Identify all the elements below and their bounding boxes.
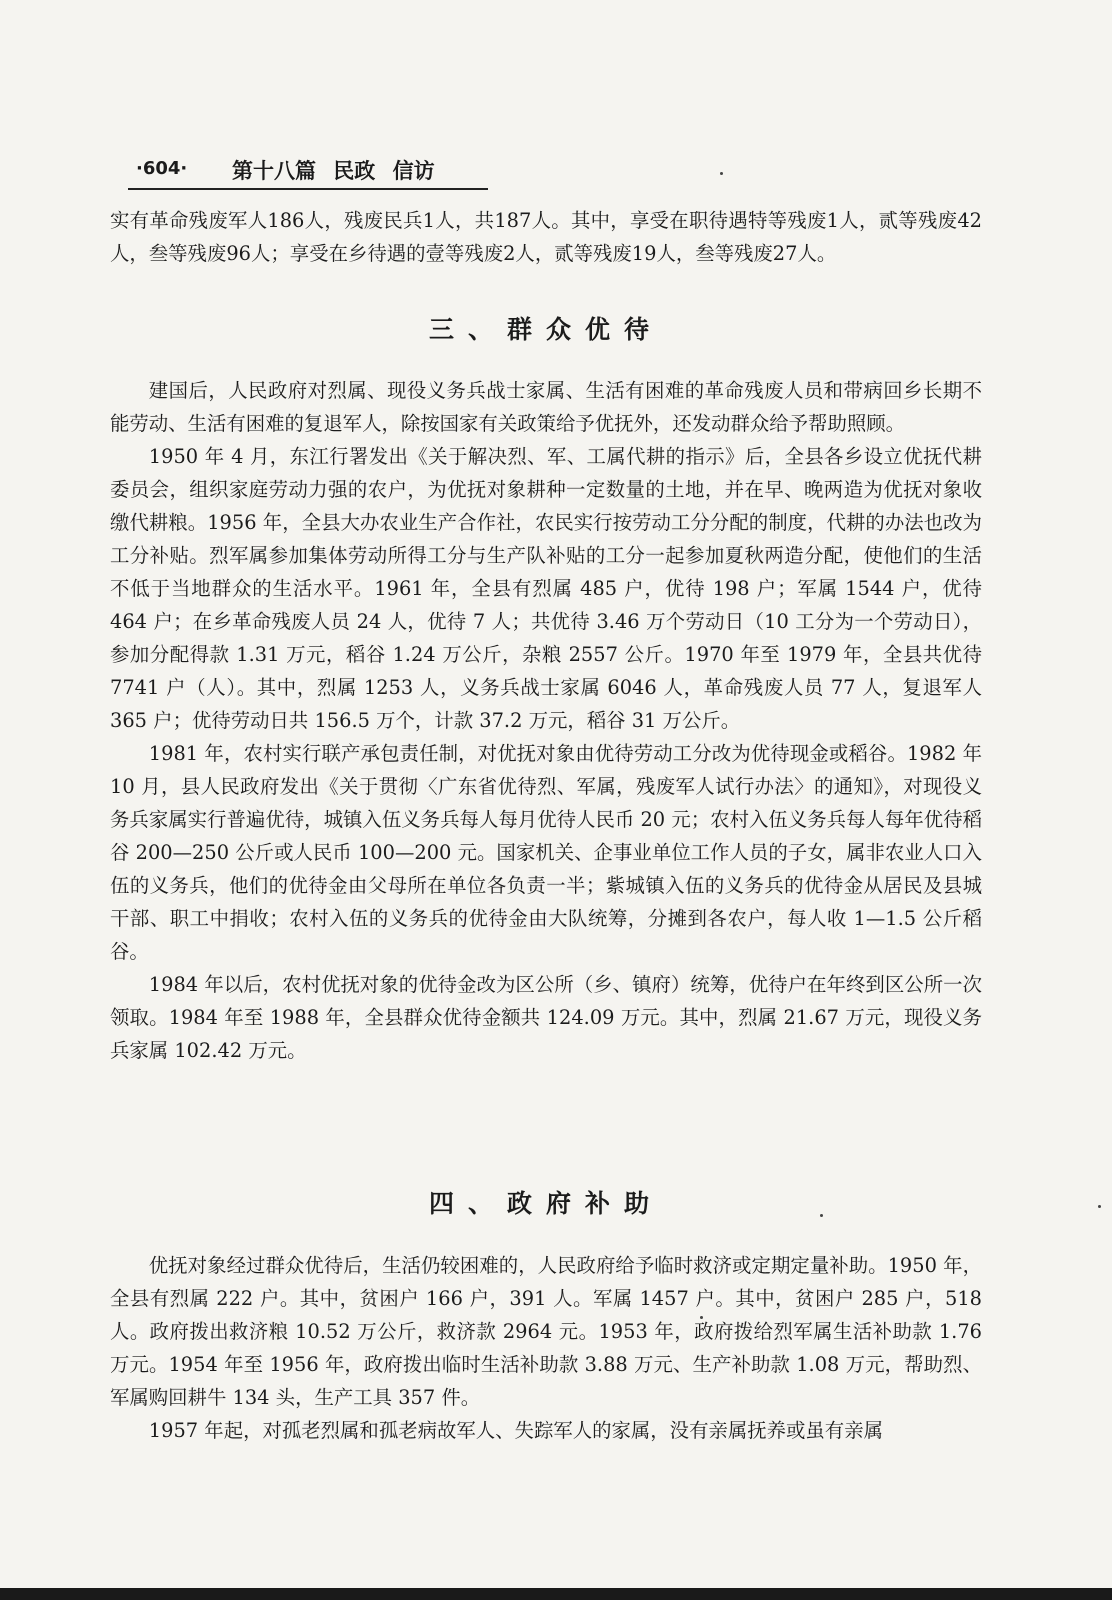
paragraph: 1957 年起，对孤老烈属和孤老病故军人、失踪军人的家属，没有亲属抚养或虽有亲属 [148,1419,883,1442]
scan-bottom-edge [0,1588,1112,1600]
scan-speck [700,1316,703,1319]
intro-paragraph: 实有革命残废军人186人，残废民兵1人，共187人。其中，享受在职待遇特等残废1人，贰等残废42人，叁等残废96人；享受在乡待遇的壹等残废2人，贰等残废19人，叁等残废27人。 [110,209,982,265]
section-title-qunzhong-youdai: 三、群众优待 [428,315,663,344]
section-title-zhengfu-buzhu: 四、政府补助 [428,1189,663,1218]
paragraph: 建国后，人民政府对烈属、现役义务兵战士家属、生活有困难的革命残废人员和带病回乡长期不能劳动、生活有困难的复退军人，除按国家有关政策给予优抚外，还发动群众给予帮助照顾。 [110,379,982,435]
paragraph: 优抚对象经过群众优待后，生活仍较困难的，人民政府给予临时救济或定期定量补助。1950 年，全县有烈属 222 户。其中，贫困户 166 户，391 人。军属 1457 户。其中，贫困户 285 户，518 人。政府拨出救济粮 10.52 万公斤，救济款 2964 元。1953 年，政府拨给烈军属生活补助款 1.76 万元。1954 年至 1956 年，政府拨出临时生活补助款 3.88 万元、生产补助款 1.08 万元，帮助烈、军属购回耕牛 134 头，生产工具 357 件。 [110,1254,982,1409]
paragraph: 1950 年 4 月，东江行署发出《关于解决烈、军、工属代耕的指示》后，全县各乡设立优抚代耕委员会，组织家庭劳动力强的农户，为优抚对象耕种一定数量的土地，并在早、晚两造为优抚对象收缴代耕粮。1956 年，全县大办农业生产合作社，农民实行按劳动工分分配的制度，代耕的办法也改为工分补贴。烈军属参加集体劳动所得工分与生产队补贴的工分一起参加夏秋两造分配，使他们的生活不低于当地群众的生活水平。1961 年，全县有烈属 485 户，优待 198 户；军属 1544 户，优待 464 户；在乡革命残废人员 24 人，优待 7 人；共优待 3.46 万个劳动日（10 工分为一个劳动日），参加分配得款 1.31 万元，稻谷 1.24 万公斤，杂粮 2557 公斤。1970 年至 1979 年，全县共优待 7741 户（人）。其中，烈属 1253 人，义务兵战士家属 6046 人，革命残废人员 77 人，复退军人 365 户；优待劳动日共 156.5 万个，计款 37.2 万元，稻谷 31 万公斤。 [110,445,982,732]
paragraph: 1984 年以后，农村优抚对象的优待金改为区公所（乡、镇府）统筹，优待户在年终到区公所一次领取。1984 年至 1988 年，全县群众优待金额共 124.09 万元。其中，烈属 21.67 万元，现役义务兵家属 102.42 万元。 [110,973,982,1062]
scan-speck [1098,1205,1101,1208]
section-body-qunzhong-youdai [110,374,982,1067]
page-number: ·604· [136,158,188,179]
intro-paragraph-block [110,204,982,270]
scan-speck [720,172,723,175]
page-header [128,154,488,190]
section-body-zhengfu-buzhu [110,1249,982,1447]
scan-speck [820,1214,823,1217]
paragraph: 1981 年，农村实行联产承包责任制，对优抚对象由优待劳动工分改为优待现金或稻谷。1982 年 10 月，县人民政府发出《关于贯彻〈广东省优待烈、军属，残废军人试行办法〉的通知》，对现役义务兵家属实行普遍优待，城镇入伍义务兵每人每月优待人民币 20 元；农村入伍义务兵每人每年优待稻谷 200—250 公斤或人民币 100—200 元。国家机关、企事业单位工作人员的子女，属非农业人口入伍的义务兵，他们的优待金由父母所在单位各负责一半；紫城镇入伍的义务兵的优待金从居民及县城干部、职工中捐收；农村入伍的义务兵的优待金由大队统筹，分摊到各农户，每人收 1—1.5 公斤稻谷。 [110,742,982,963]
chapter-title: 第十八篇 民政 信访 [232,159,435,183]
